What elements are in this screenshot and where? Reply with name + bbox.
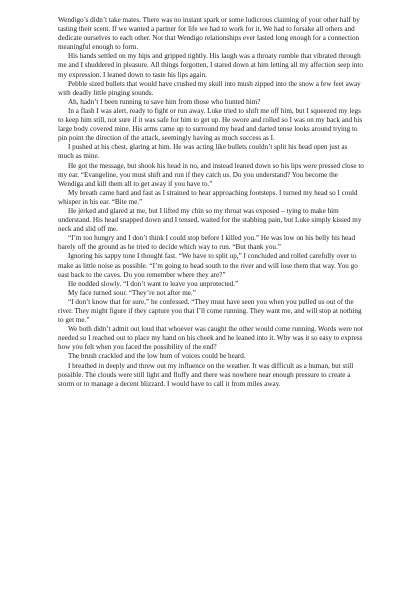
paragraph: My breath came hard and fast as I strained to hear approaching footsteps. I turned my head so I could whisper in his ear. “Bite me.” <box>58 188 358 206</box>
paragraph: He jerked and glared at me, but I lifted my chin so my throat was exposed – tying to make him understand. His head snapped down and I tensed, waited for the stabbing pain, but Luke simply kissed my neck and slid off me. <box>58 206 362 234</box>
paragraph: He got the message, but shook his head in no, and instead leaned down so his lips were pressed close to my ear. “Evangeline, you must shift and run if they catch us. Do you understand? You become the Wendiga and kill them all to get away if you have to.” <box>58 161 364 188</box>
paragraph: I pushed at his chest, glaring at him. He was acting like bullets couldn’t split his head open just as much as mine. <box>58 143 348 161</box>
paragraph: His hands settled on my hips and gripped tightly. His laugh was a throaty rumble that vibrated through me and I shuddered in pleasure. All things forgotten, I stared down at him letting all my affection seep into my expression. I leaned down to taste his lips again. <box>58 52 363 79</box>
paragraph: The brush crackled and the low hum of voices could be heard. <box>68 352 246 361</box>
paragraph: My face turned sour. “They’re not after me.” <box>68 288 196 297</box>
paragraph: Pebble sized bullets that would have crushed my skull into mush zipped into the snow a few feet away with deadly little pinging sounds. <box>58 79 361 97</box>
paragraph: In a flash I was alert, ready to fight or run away. Luke tried to shift me off him, but I squeezed my legs to keep him still, not sure if it was safe for him to get up. He swore and rolled so I was on my back and his large body covered mine. His arms came up to surround my head and darted tense looks around trying to pin point the direction of the attack, seemingly having as much success as I. <box>58 106 363 143</box>
paragraph: Ignoring his sappy tone I thought fast. “We have to split up,” I concluded and rolled carefully over to make as little noise as possible. “I’m going to head south to the river and will lose them that way. You go east back to the caves. Do you remember where they are?” <box>58 252 358 279</box>
paragraph: Ah, hadn’t I been running to save him from those who hunted him? <box>68 97 261 106</box>
document-page <box>58 16 364 389</box>
paragraph: I breathed in deeply and threw out my influence on the weather. It was difficult as a human, but still possible. The clouds were still light and fluffy and there was nowhere near enough pressure to create a storm or to manage a decent blizzard. I would have to call it from miles away. <box>58 361 354 388</box>
paragraph: “I’m too hungry and I don’t think I could stop before I killed you.” He was low on his belly his head barely off the ground as he tried to decide which way to run. “But thank you.” <box>58 234 356 252</box>
paragraph: We both didn’t admit out loud that whoever was caught the other would come running. Words were not needed so I reached out to place my hand on his cheek and he leaned into it. Why was it so easy to express how you felt when you faced the possibility of the end? <box>58 325 363 352</box>
paragraph: Wendigo’s didn’t take mates. There was no instant spark or some ludicrous claiming of your other half by tasting their scent. If we wanted a partner for life we had to work for it. We had to forsake all others and dedicate ourselves to each other. Not that Wendigo relationships ever lasted long enough for a connection meaningful enough to form. <box>58 16 360 52</box>
paragraph: “I don’t know that for sure,” he confessed. “They must have seen you when you pulled us out of the river. They might figure if they capture you that I’ll come running. They want me, and will stop at nothing to get me.” <box>58 297 362 325</box>
paragraph: He nodded slowly. “I don’t want to leave you unprotected.” <box>68 279 239 288</box>
